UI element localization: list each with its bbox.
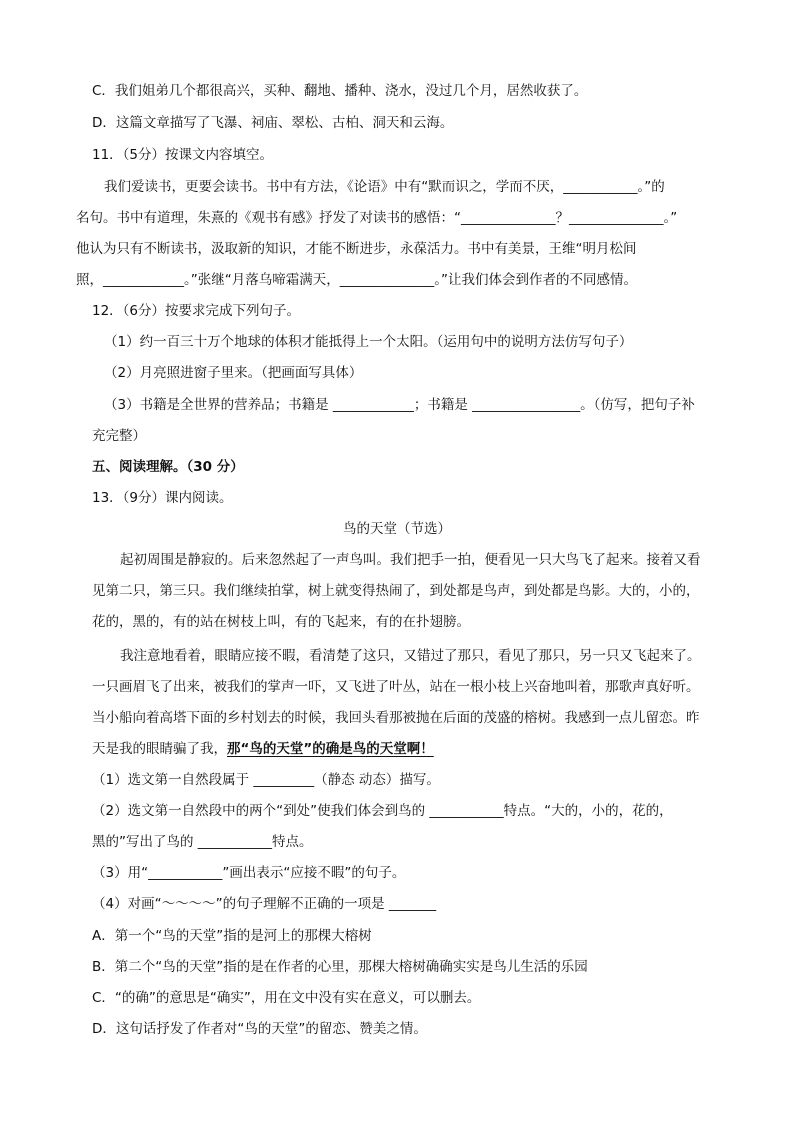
question-12-heading: 12．（6分）按要求完成下列句子。 — [92, 303, 301, 319]
question-11-heading: 11．（5分）按课文内容填空。 — [92, 147, 274, 163]
option-d-line: D．这篇文章描写了飞瀑、祠庙、翠松、古柏、洞天和云海。 — [92, 115, 454, 131]
sub-question-3: （3）用“___________”画出表示“应接不暇”的句子。 — [92, 865, 406, 881]
sub-question-1: （1）选文第一自然段属于 _________（静态 动态）描写。 — [92, 772, 440, 788]
choice-d: D．这句话抒发了作者对“鸟的天堂”的留恋、赞美之情。 — [92, 1021, 427, 1037]
sub-question-2: （2）选文第一自然段中的两个“到处”使我们体会到鸟的 ___________特点。“大的，小的，花的， — [92, 803, 673, 819]
passage-line: 起初周围是静寂的。后来忽然起了一声鸟叫。我们把手一拍，便看见一只大鸟飞了起来。接着又看 — [120, 552, 701, 568]
question-11-text-line: 名句。书中有道理，朱熹的《观书有感》抒发了对读书的感悟：“______________？______________。” — [76, 210, 678, 226]
marked-sentence: 那“鸟的天堂”的确是鸟的天堂啊！ — [227, 741, 434, 757]
question-12-item-1: （1）约一百三十万个地球的体积才能抵得上一个太阳。（运用句中的说明方法仿写句子） — [104, 334, 633, 350]
question-12-item-2: （2）月亮照进窗子里来。（把画面写具体） — [104, 365, 363, 381]
passage-line: 一只画眉飞了出来，被我们的掌声一吓，又飞进了叶丛，站在一根小枝上兴奋地叫着，那歌声真好听。 — [92, 679, 700, 695]
passage-line: 见第二只，第三只。我们继续拍掌，树上就变得热闹了，到处都是鸟声，到处都是鸟影。大的，小的， — [92, 583, 700, 599]
passage-title: 鸟的天堂（节选） — [343, 521, 451, 537]
question-12-item-3: （3）书籍是全世界的营养品；书籍是 ____________；书籍是 ________________。（仿写，把句子补 — [104, 397, 695, 413]
passage-line: 我注意地看着，眼睛应接不暇，看清楚了这只，又错过了那只，看见了那只，另一只又飞起来了。 — [120, 648, 701, 664]
question-13-heading: 13．（9分）课内阅读。 — [92, 490, 233, 506]
choice-a: A．第一个“鸟的天堂”指的是河上的那棵大榕树 — [92, 928, 372, 944]
question-12-item-3-continued: 充完整） — [92, 428, 146, 444]
question-11-text-line: 照，____________。”张继“月落乌啼霜满天，______________。”让我们体会到作者的不同感情。 — [76, 272, 637, 288]
section-five-heading: 五、阅读理解。（30 分） — [92, 459, 244, 475]
passage-line: 当小船向着高塔下面的乡村划去的时候，我回头看那被抛在后面的茂盛的榕树。我感到一点儿留恋。昨 — [92, 710, 700, 726]
choice-b: B．第二个“鸟的天堂”指的是在作者的心里，那棵大榕树确确实实是鸟儿生活的乐园 — [92, 959, 588, 975]
passage-line: 天是我的眼睛骗了我，那“鸟的天堂”的确是鸟的天堂啊！ — [92, 741, 434, 757]
option-c-line: C．我们姐弟几个都很高兴，买种、翻地、播种、浇水，没过几个月，居然收获了。 — [92, 83, 588, 99]
question-11-text-line: 他认为只有不断读书，汲取新的知识，才能不断进步，永葆活力。书中有美景，王维“明月松间 — [76, 241, 637, 257]
sub-question-2-continued: 黑的”写出了鸟的 ___________特点。 — [92, 834, 313, 850]
question-11-text-line: 我们爱读书，更要会读书。书中有方法，《论语》中有“默而识之，学而不厌，___________。”的 — [104, 179, 665, 195]
sub-question-4: （4）对画“～～～～”的句子理解不正确的一项是 _______ — [92, 896, 437, 912]
choice-c: C．“的确”的意思是“确实”，用在文中没有实在意义，可以删去。 — [92, 990, 481, 1006]
passage-line: 花的，黑的，有的站在树枝上叫，有的飞起来，有的在扑翅膀。 — [92, 614, 470, 630]
